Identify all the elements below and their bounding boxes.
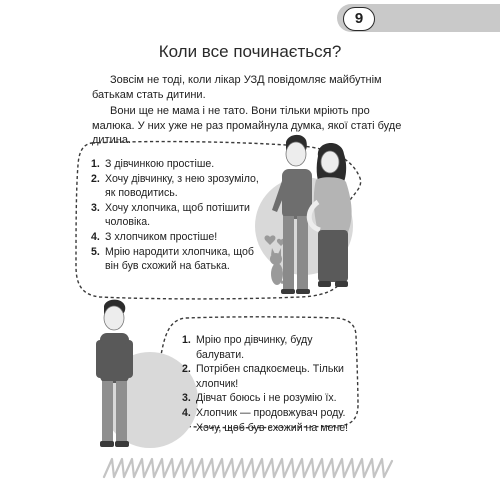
list-item: 2. Хочу дівчинку, з нею зрозуміло, як поводитись.	[91, 172, 259, 200]
list-item: 1. З дівчинкою простіше.	[91, 158, 215, 170]
mother-thoughts-list	[91, 157, 266, 274]
intro-paragraph: Зовсім не тоді, коли лікар УЗД повідомляє майбутнім батькам стать дитини.	[92, 74, 382, 101]
list-item: 2. Потрібен спадкоємець. Тільки хлопчик!	[182, 363, 344, 390]
intro-paragraph: Вони ще не мама і не тато. Вони тільки мріють про малюка. У них уже не раз промайнула думка, якої статі буде дитина.	[92, 105, 402, 146]
list-item: 4. Хлопчик — продовжувач роду. Хочу, щоб був схожий на мене!	[182, 406, 349, 434]
list-item: 3. Хочу хлопчика, щоб потішити чоловіка.	[91, 201, 250, 229]
list-item: 1. Мрію про дівчинку, буду балувати.	[182, 334, 313, 361]
page-title: Коли все починається?	[158, 42, 342, 61]
decorative-scribble	[100, 453, 400, 481]
list-item: 4. З хлопчиком простіше!	[91, 230, 218, 243]
list-item: 5. Мрію народити хлопчика, щоб він був схожий на батька.	[91, 245, 254, 273]
list-item: 3. Дівчат боюсь і не розумію їх.	[182, 392, 337, 405]
father-thoughts-list	[182, 333, 357, 435]
page-number: 9	[343, 7, 375, 31]
